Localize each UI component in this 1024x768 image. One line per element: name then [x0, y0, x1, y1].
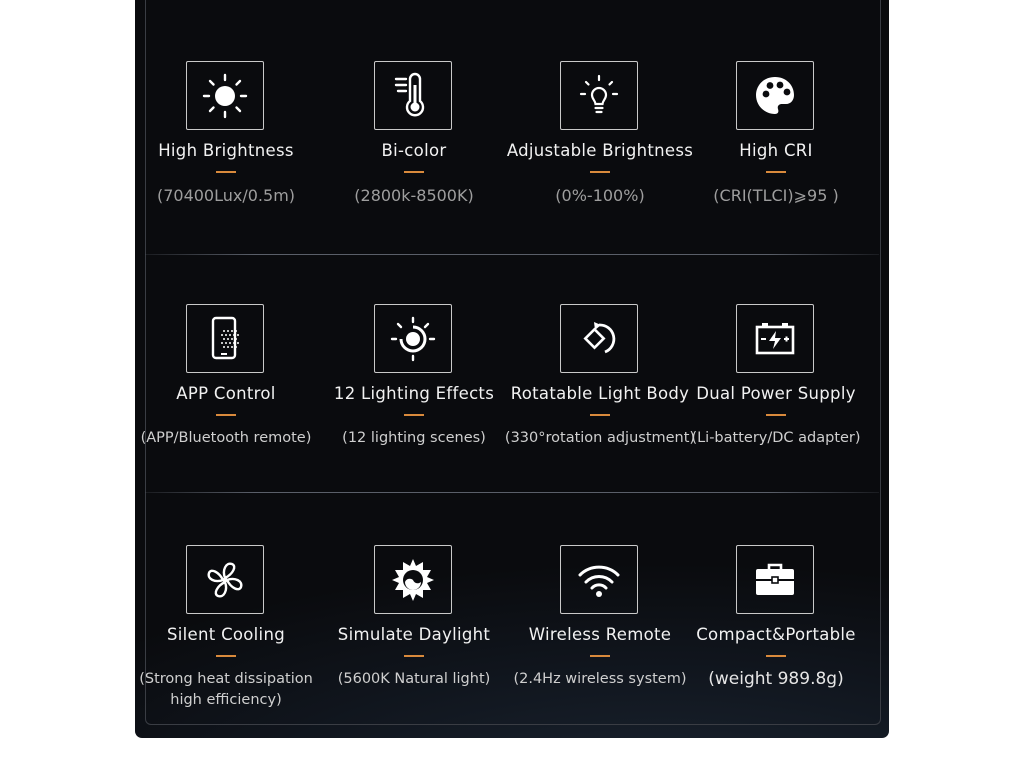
daylight-icon: [374, 545, 452, 614]
feature-spec: (CRI(TLCI)⩾95 ): [713, 186, 839, 205]
feature-title: High CRI: [739, 141, 813, 160]
accent-line: [404, 171, 424, 173]
thermometer-icon: [374, 61, 452, 130]
feature-spec: (70400Lux/0.5m): [156, 186, 296, 205]
feature-title: Rotatable Light Body: [510, 384, 690, 403]
feature-title: Wireless Remote: [528, 625, 672, 644]
smartphone-icon: [186, 304, 264, 373]
accent-line: [766, 414, 786, 416]
accent-line: [590, 171, 610, 173]
feature-spec: (5600K Natural light): [337, 671, 491, 687]
feature-title: Simulate Daylight: [337, 625, 491, 644]
features-panel: [135, 0, 889, 738]
feature-title: Silent Cooling: [167, 625, 285, 644]
feature-title: APP Control: [176, 384, 276, 403]
briefcase-icon: [736, 545, 814, 614]
feature-title: High Brightness: [158, 141, 294, 160]
accent-line: [404, 414, 424, 416]
feature-title: Compact&Portable: [696, 625, 856, 644]
palette-icon: [736, 61, 814, 130]
wifi-icon: [560, 545, 638, 614]
feature-title: Adjustable Brightness: [506, 141, 694, 160]
feature-title: 12 Lighting Effects: [333, 384, 495, 403]
row-divider: [145, 492, 879, 493]
feature-title: Bi-color: [381, 141, 447, 160]
accent-line: [590, 414, 610, 416]
feature-spec: (2.4Hz wireless system): [513, 671, 687, 687]
accent-line: [216, 171, 236, 173]
feature-spec: (APP/Bluetooth remote): [140, 430, 312, 446]
feature-spec: (Li-battery/DC adapter): [691, 430, 861, 446]
feature-row: [135, 304, 889, 474]
accent-line: [766, 171, 786, 173]
accent-line: [216, 655, 236, 657]
row-divider: [145, 254, 879, 255]
fan-icon: [186, 545, 264, 614]
accent-line: [766, 655, 786, 657]
feature-title: Dual Power Supply: [696, 384, 856, 403]
rotate-icon: [560, 304, 638, 373]
feature-spec: (weight 989.8g): [708, 669, 844, 689]
lighting-effects-icon: [374, 304, 452, 373]
accent-line: [216, 414, 236, 416]
battery-icon: [736, 304, 814, 373]
feature-spec: (330°rotation adjustment): [504, 430, 696, 446]
feature-spec: (12 lighting scenes): [342, 430, 486, 446]
accent-line: [404, 655, 424, 657]
feature-row: [135, 61, 889, 231]
feature-row: [135, 545, 889, 715]
lightbulb-icon: [560, 61, 638, 130]
feature-spec: (0%-100%): [555, 186, 645, 205]
feature-spec: (2800k-8500K): [354, 186, 474, 205]
accent-line: [590, 655, 610, 657]
feature-spec: (Strong heat dissipation high efficiency): [139, 671, 313, 708]
sun-icon: [186, 61, 264, 130]
